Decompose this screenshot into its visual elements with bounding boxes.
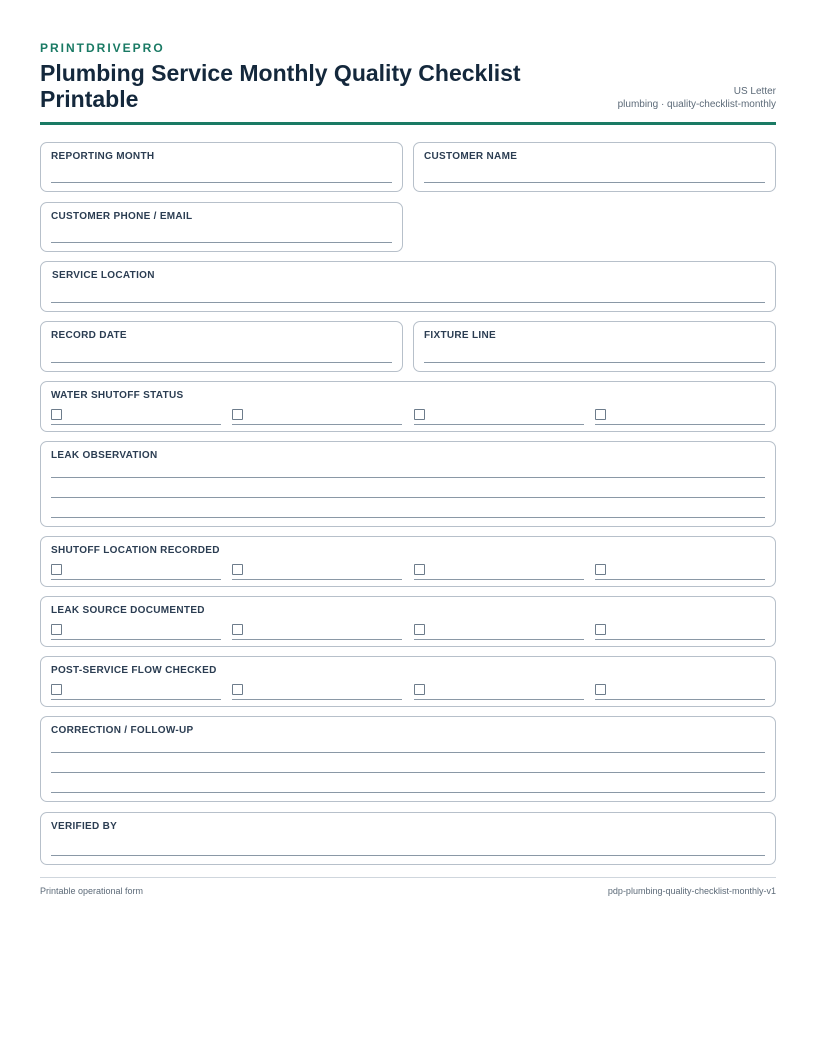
page-title: Plumbing Service Monthly Quality Checklist Printable <box>40 60 521 112</box>
checkbox-option[interactable] <box>51 623 221 640</box>
correction-follow-up-line-2[interactable] <box>51 772 765 773</box>
checkbox-option[interactable] <box>51 408 221 425</box>
option-line <box>414 699 584 700</box>
checkbox-option[interactable] <box>232 408 402 425</box>
checkbox-option[interactable] <box>595 623 765 640</box>
option-line <box>232 699 402 700</box>
reporting-month-label: REPORTING MONTH <box>51 151 155 162</box>
checkbox-option[interactable] <box>414 563 584 580</box>
checkbox[interactable] <box>232 684 243 695</box>
option-line <box>414 639 584 640</box>
option-line <box>595 639 765 640</box>
record-date-input-line[interactable] <box>51 362 392 363</box>
post-service-flow-checked-field <box>40 656 776 707</box>
customer-name-input-line[interactable] <box>424 182 765 183</box>
service-location-field <box>40 261 776 312</box>
footer-form-id: pdp-plumbing-quality-checklist-monthly-v1 <box>607 886 776 896</box>
leak-observation-field <box>40 441 776 527</box>
leak-observation-label: LEAK OBSERVATION <box>51 450 158 461</box>
checkbox[interactable] <box>595 684 606 695</box>
shutoff-location-recorded-field <box>40 536 776 587</box>
paper-size: US Letter <box>733 86 776 97</box>
document-meta <box>618 85 776 111</box>
checkbox-option[interactable] <box>232 563 402 580</box>
verified-by-input-line[interactable] <box>51 855 765 856</box>
fixture-line-field <box>413 321 776 372</box>
leak-source-documented-field <box>40 596 776 647</box>
checkbox-option[interactable] <box>232 623 402 640</box>
checkbox[interactable] <box>51 564 62 575</box>
brand-logo-text: PRINTDRIVEPRO <box>40 41 165 55</box>
shutoff-location-recorded-label: SHUTOFF LOCATION RECORDED <box>51 545 220 556</box>
leak-observation-line-2[interactable] <box>51 497 765 498</box>
leak-source-documented-label: LEAK SOURCE DOCUMENTED <box>51 605 205 616</box>
option-line <box>232 579 402 580</box>
customer-name-field <box>413 142 776 192</box>
checkbox-option[interactable] <box>232 683 402 700</box>
fixture-line-input-line[interactable] <box>424 362 765 363</box>
checkbox-option[interactable] <box>414 623 584 640</box>
checkbox[interactable] <box>414 684 425 695</box>
checkbox[interactable] <box>414 624 425 635</box>
checkbox[interactable] <box>595 409 606 420</box>
correction-follow-up-label: CORRECTION / FOLLOW-UP <box>51 725 194 736</box>
water-shutoff-status-field <box>40 381 776 432</box>
document-slug: plumbing · quality-checklist-monthly <box>617 99 776 110</box>
checkbox-option[interactable] <box>414 408 584 425</box>
checkbox-option[interactable] <box>595 563 765 580</box>
checkbox[interactable] <box>51 684 62 695</box>
fixture-line-label: FIXTURE LINE <box>424 330 496 341</box>
option-line <box>595 424 765 425</box>
option-line <box>51 699 221 700</box>
checkbox-option[interactable] <box>51 683 221 700</box>
checkbox-option[interactable] <box>595 683 765 700</box>
option-line <box>51 639 221 640</box>
checkbox[interactable] <box>51 624 62 635</box>
option-line <box>232 639 402 640</box>
footer-divider <box>40 877 776 878</box>
option-line <box>414 424 584 425</box>
checkbox[interactable] <box>232 564 243 575</box>
leak-observation-line-3[interactable] <box>51 517 765 518</box>
reporting-month-input-line[interactable] <box>51 182 392 183</box>
option-line <box>232 424 402 425</box>
leak-observation-line-1[interactable] <box>51 477 765 478</box>
option-line <box>595 699 765 700</box>
correction-follow-up-field <box>40 716 776 802</box>
service-location-input-line[interactable] <box>51 302 765 303</box>
option-line <box>414 579 584 580</box>
reporting-month-field <box>40 142 403 192</box>
checkbox[interactable] <box>414 409 425 420</box>
checkbox[interactable] <box>595 564 606 575</box>
option-line <box>595 579 765 580</box>
checkbox[interactable] <box>232 624 243 635</box>
customer-name-label: CUSTOMER NAME <box>424 151 518 162</box>
footer-left-text: Printable operational form <box>40 886 144 896</box>
verified-by-label: VERIFIED BY <box>51 821 118 832</box>
customer-contact-input-line[interactable] <box>51 242 392 243</box>
customer-contact-field <box>40 202 403 252</box>
option-line <box>51 424 221 425</box>
record-date-label: RECORD DATE <box>51 330 127 341</box>
checkbox[interactable] <box>51 409 62 420</box>
checkbox-option[interactable] <box>414 683 584 700</box>
checkbox[interactable] <box>414 564 425 575</box>
checkbox-option[interactable] <box>51 563 221 580</box>
header-divider <box>40 122 776 125</box>
verified-by-field <box>40 812 776 865</box>
correction-follow-up-line-1[interactable] <box>51 752 765 753</box>
correction-follow-up-line-3[interactable] <box>51 792 765 793</box>
checkbox[interactable] <box>232 409 243 420</box>
checkbox[interactable] <box>595 624 606 635</box>
water-shutoff-status-label: WATER SHUTOFF STATUS <box>51 390 184 401</box>
customer-contact-label: CUSTOMER PHONE / EMAIL <box>51 211 193 222</box>
option-line <box>51 579 221 580</box>
record-date-field <box>40 321 403 372</box>
service-location-label: SERVICE LOCATION <box>52 270 155 281</box>
checkbox-option[interactable] <box>595 408 765 425</box>
post-service-flow-checked-label: POST-SERVICE FLOW CHECKED <box>51 665 217 676</box>
